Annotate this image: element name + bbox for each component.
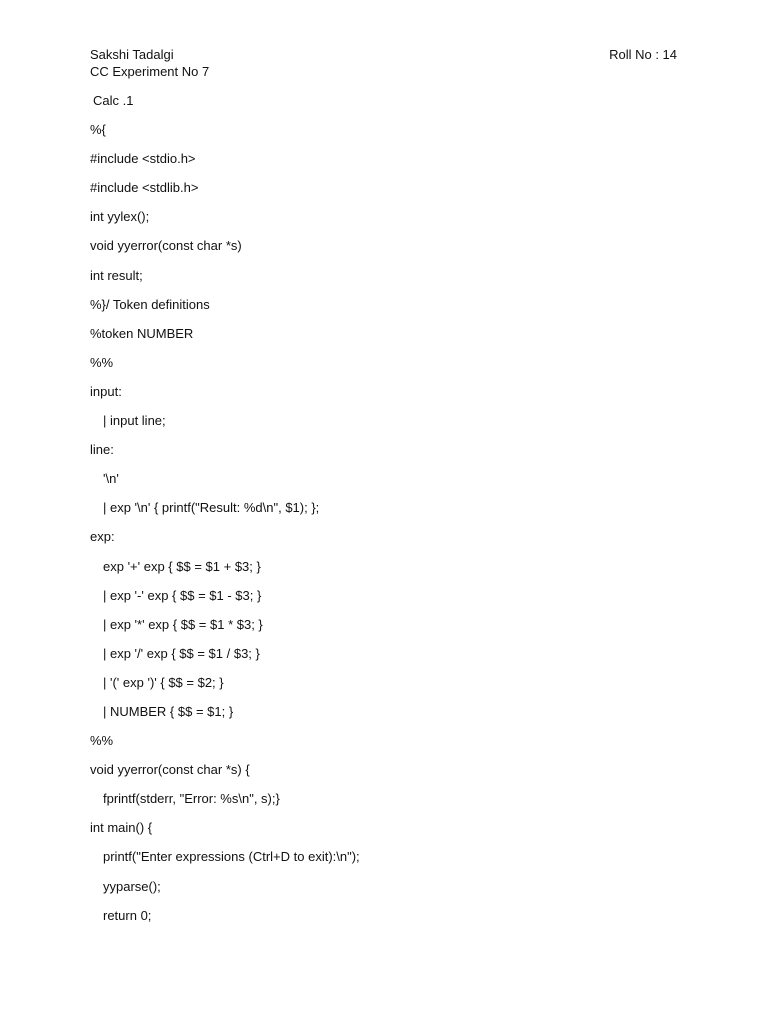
code-line: Calc .1 — [93, 93, 134, 108]
code-line: #include <stdio.h> — [90, 151, 196, 167]
code-line: | exp '-' exp { $$ = $1 - $3; } — [103, 587, 262, 603]
code-line: void yyerror(const char *s) — [90, 238, 242, 254]
code-line: #include <stdlib.h> — [90, 180, 199, 196]
code-line: | input line; — [103, 413, 166, 429]
code-line: line: — [90, 442, 114, 458]
code-line: %% — [90, 354, 114, 370]
code-line: %{ — [90, 122, 106, 138]
code-line: %% — [90, 733, 114, 749]
code-line: exp: — [90, 529, 115, 545]
header-left — [90, 46, 209, 80]
code-line: input: — [90, 383, 122, 399]
code-line: %token NUMBER — [90, 325, 194, 341]
experiment-title: CC Experiment No 7 — [90, 64, 210, 79]
code-line: yyparse(); — [103, 878, 161, 894]
code-line: return 0; — [103, 907, 152, 923]
code-line: int main() { — [90, 820, 153, 836]
code-line: | exp '/' exp { $$ = $1 / $3; } — [103, 645, 260, 661]
author-name: Sakshi Tadalgi — [90, 47, 174, 62]
code-line: void yyerror(const char *s) { — [90, 762, 250, 778]
code-line: | NUMBER { $$ = $1; } — [103, 703, 234, 719]
code-line: | exp '*' exp { $$ = $1 * $3; } — [103, 616, 263, 632]
code-line: int yylex(); — [90, 209, 150, 225]
code-line: printf("Enter expressions (Ctrl+D to exit):\n"); — [103, 849, 360, 865]
code-line: int result; — [90, 267, 143, 283]
code-line: | exp '\n' { printf("Result: %d\n", $1); }; — [103, 500, 320, 516]
code-line: fprintf(stderr, "Error: %s\n", s);} — [103, 791, 280, 807]
code-listing — [90, 92, 360, 936]
roll-number: Roll No : 14 — [609, 47, 677, 62]
code-line: exp '+' exp { $$ = $1 + $3; } — [103, 558, 261, 574]
code-line: '\n' — [103, 471, 119, 487]
code-line: | '(' exp ')' { $$ = $2; } — [103, 674, 224, 690]
code-line: %}/ Token definitions — [90, 296, 210, 312]
